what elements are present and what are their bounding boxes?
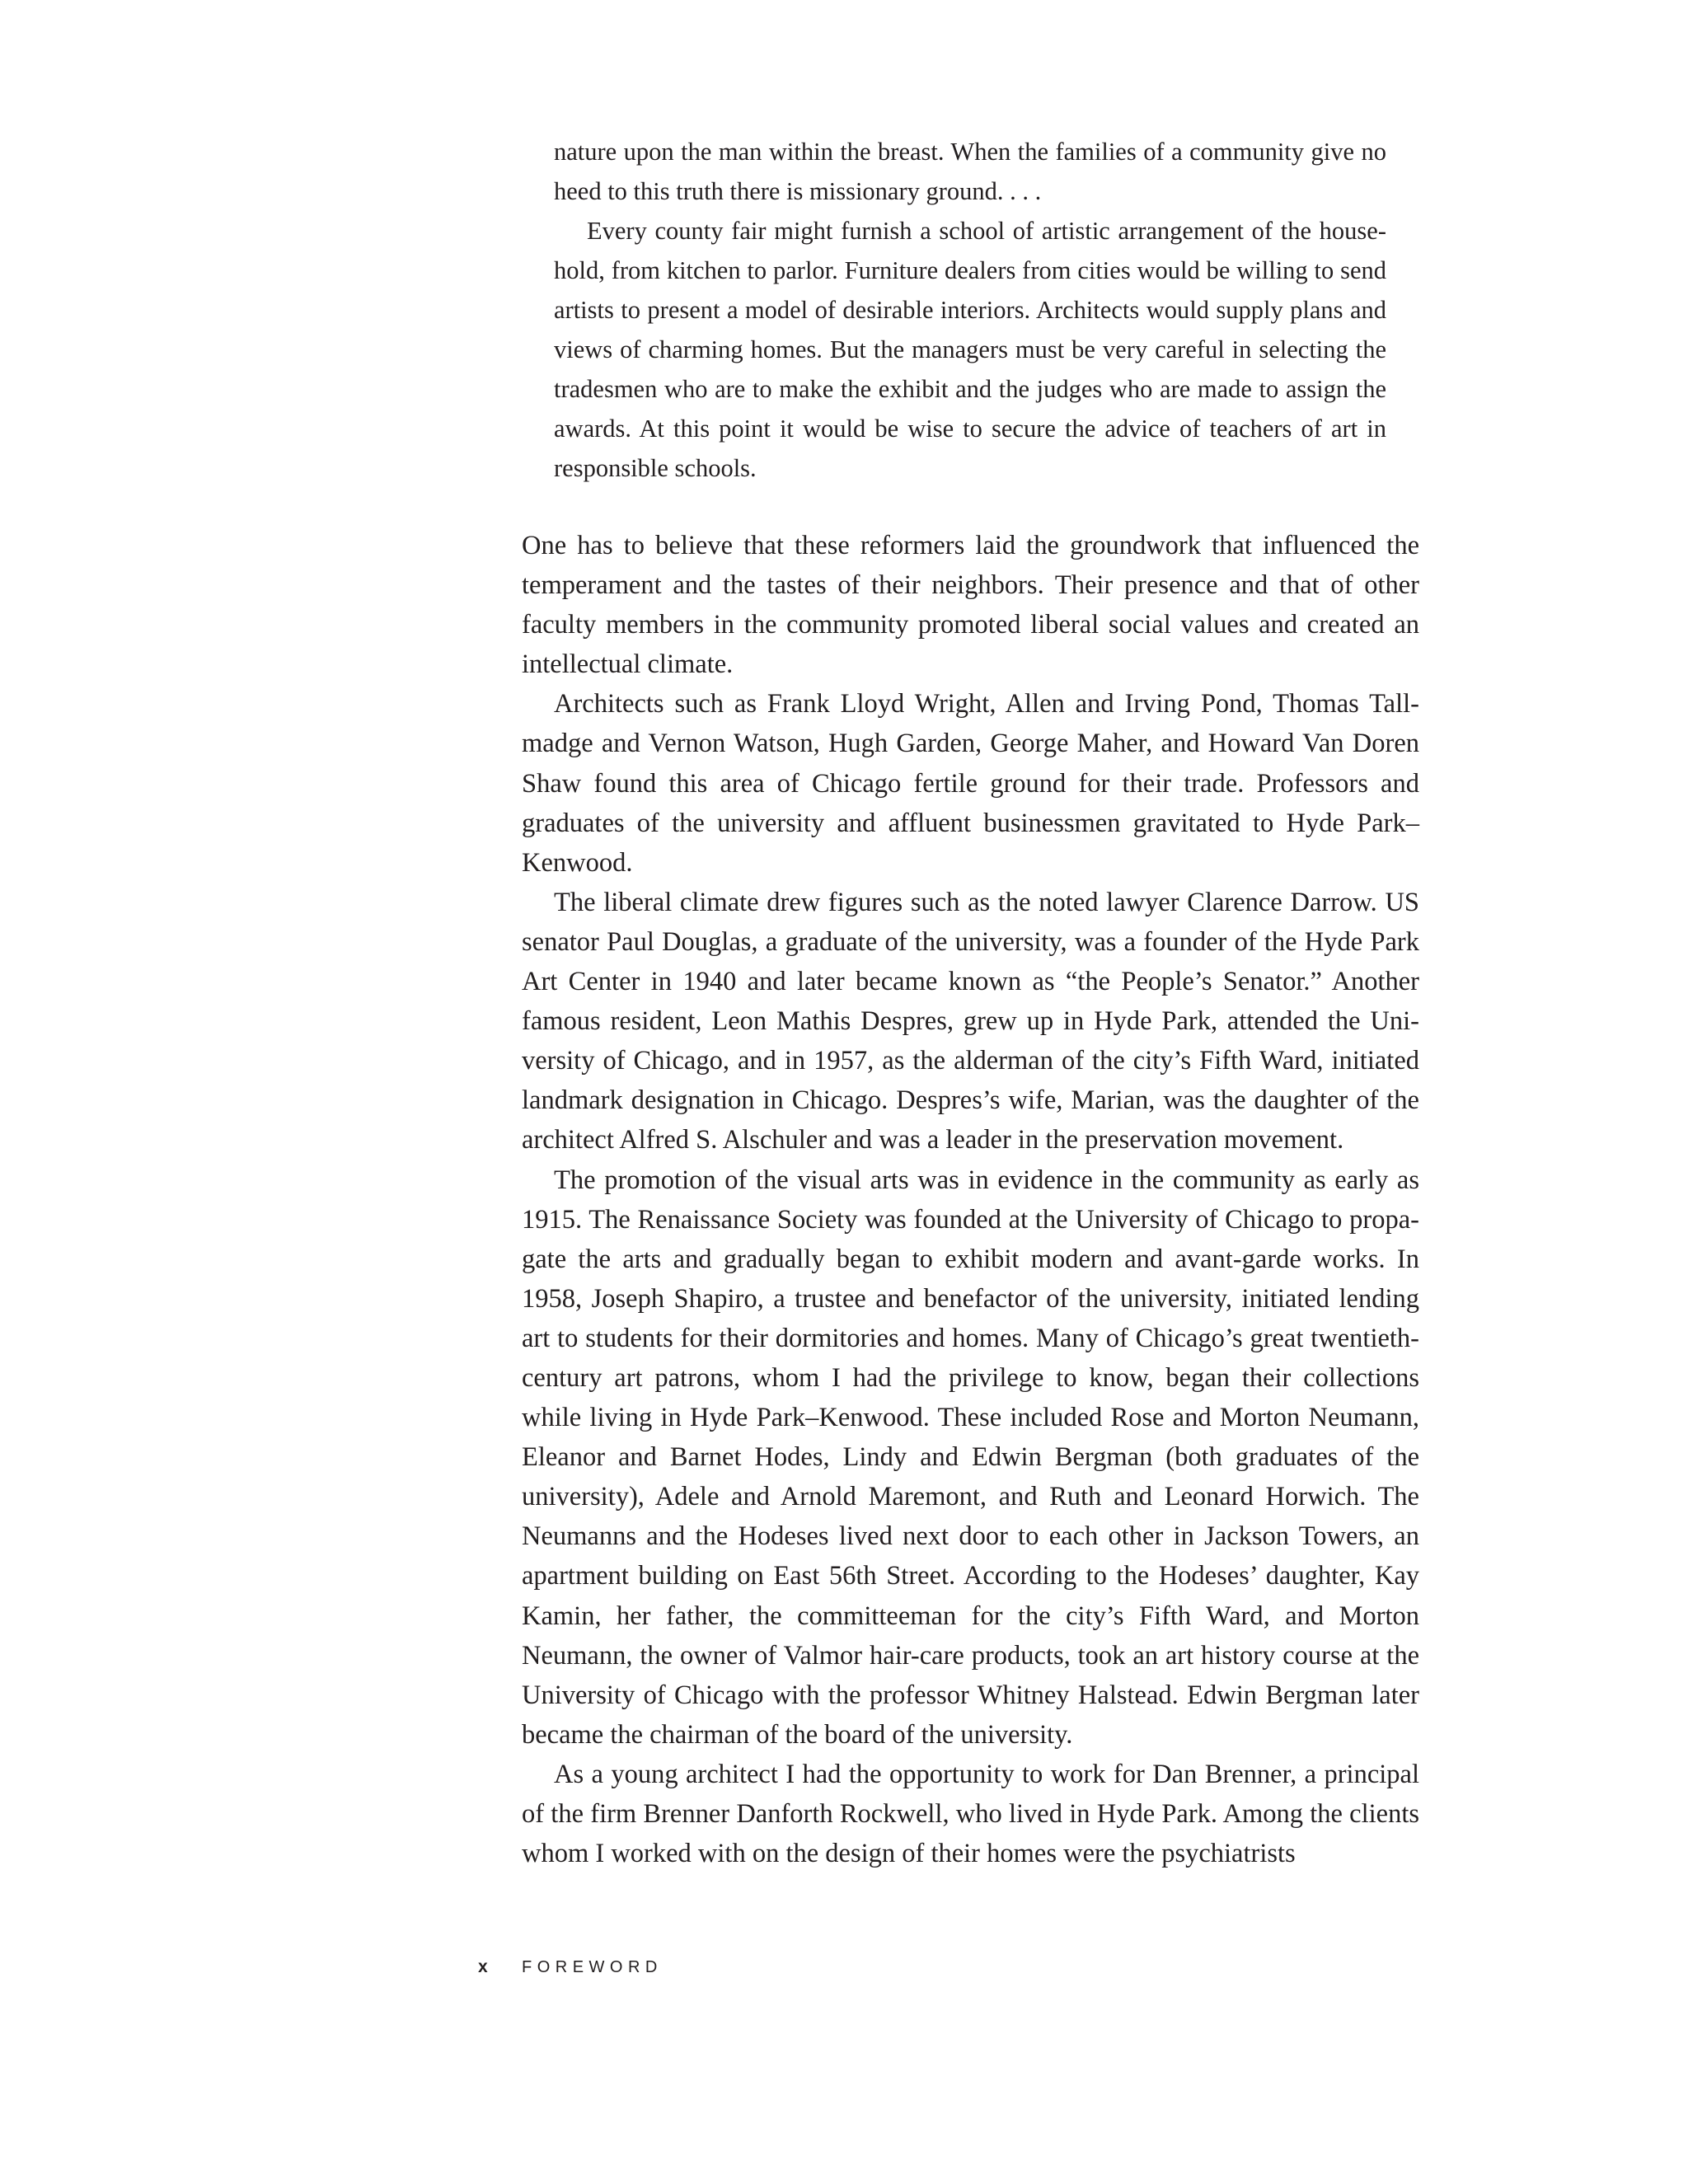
body-paragraph-1: One has to believe that these reformers laid the groundwork that influenced the temperament and the tastes of their neighbors. Their presence and that of other faculty members in the community promoted liberal social values and created an intellectual climate.	[522, 531, 1419, 680]
running-head: FOREWORD	[522, 1957, 663, 1976]
page-number: x	[478, 1957, 488, 1976]
body-paragraph-2: Architects such as Frank Lloyd Wright, Allen and Irving Pond, Thomas Tallmadge and Vernon Watson, Hugh Garden, George Maher, and Howard Van Doren Shaw found this area of Chicago fertile ground for their trade. Professors and graduates of the university and affluent businessmen gravitated to Hyde Park–Kenwood.	[522, 689, 1419, 878]
page-footer	[478, 1955, 663, 1980]
body-paragraph-4: The promotion of the visual arts was in evidence in the community as early as 1915. The Renaissance Society was founded at the University of Chicago to propagate the arts and gradually began to exhibit modern and avant-garde works. In 1958, Joseph Shapiro, a trustee and benefactor of the university, initiated lending art to students for their dormitories and homes. Many of Chicago’s great twentieth-century art patrons, whom I had the privilege to know, began their collections while living in Hyde Park–Kenwood. These included Rose and Morton Neumann, Eleanor and Barnet Hodes, Lindy and Edwin Bergman (both graduates of the university), Adele and Arnold Maremont, and Ruth and Leonard Horwich. The Neumanns and the Hodeses lived next door to each other in Jackson Towers, an apartment building on East 56th Street. According to the Hodeses’ daughter, Kay Kamin, her father, the committeeman for the city’s Fifth Ward, and Morton Neumann, the owner of Valmor hair-care products, took an art history course at the University of Chicago with the professor Whitney Halstead. Edwin Bergman later became the chairman of the board of the university.	[522, 1165, 1419, 1750]
body-text	[522, 526, 1419, 1873]
block-quote	[554, 132, 1386, 488]
quote-paragraph-1: nature upon the man within the breast. When the families of a community give no heed to this truth there is missionary ground. . . .	[554, 138, 1386, 205]
body-paragraph-5: As a young architect I had the opportunity to work for Dan Brenner, a principal of the firm Brenner Danforth Rockwell, who lived in Hyde Park. Among the clients whom I worked with on the design of their homes were the psychiatrists	[522, 1759, 1419, 1869]
quote-paragraph-2: Every county fair might furnish a school of artistic arrangement of the household, from kitchen to parlor. Furniture dealers from cities would be willing to send artists to present a model of desirable interiors. Architects would supply plans and views of charming homes. But the managers must be very careful in selecting the tradesmen who are to make the exhibit and the judges who are made to assign the awards. At this point it would be wise to secure the advice of teachers of art in responsible schools.	[554, 217, 1386, 482]
body-paragraph-3: The liberal climate drew figures such as the noted lawyer Clarence Darrow. US senator Paul Douglas, a graduate of the university, was a founder of the Hyde Park Art Center in 1940 and later became known as “the People’s Senator.” Another famous resident, Leon Mathis Despres, grew up in Hyde Park, attended the University of Chicago, and in 1957, as the alderman of the city’s Fifth Ward, initiated landmark designation in Chicago. Despres’s wife, Marian, was the daughter of the architect Alfred S. Alschuler and was a leader in the preservation movement.	[522, 887, 1419, 1155]
